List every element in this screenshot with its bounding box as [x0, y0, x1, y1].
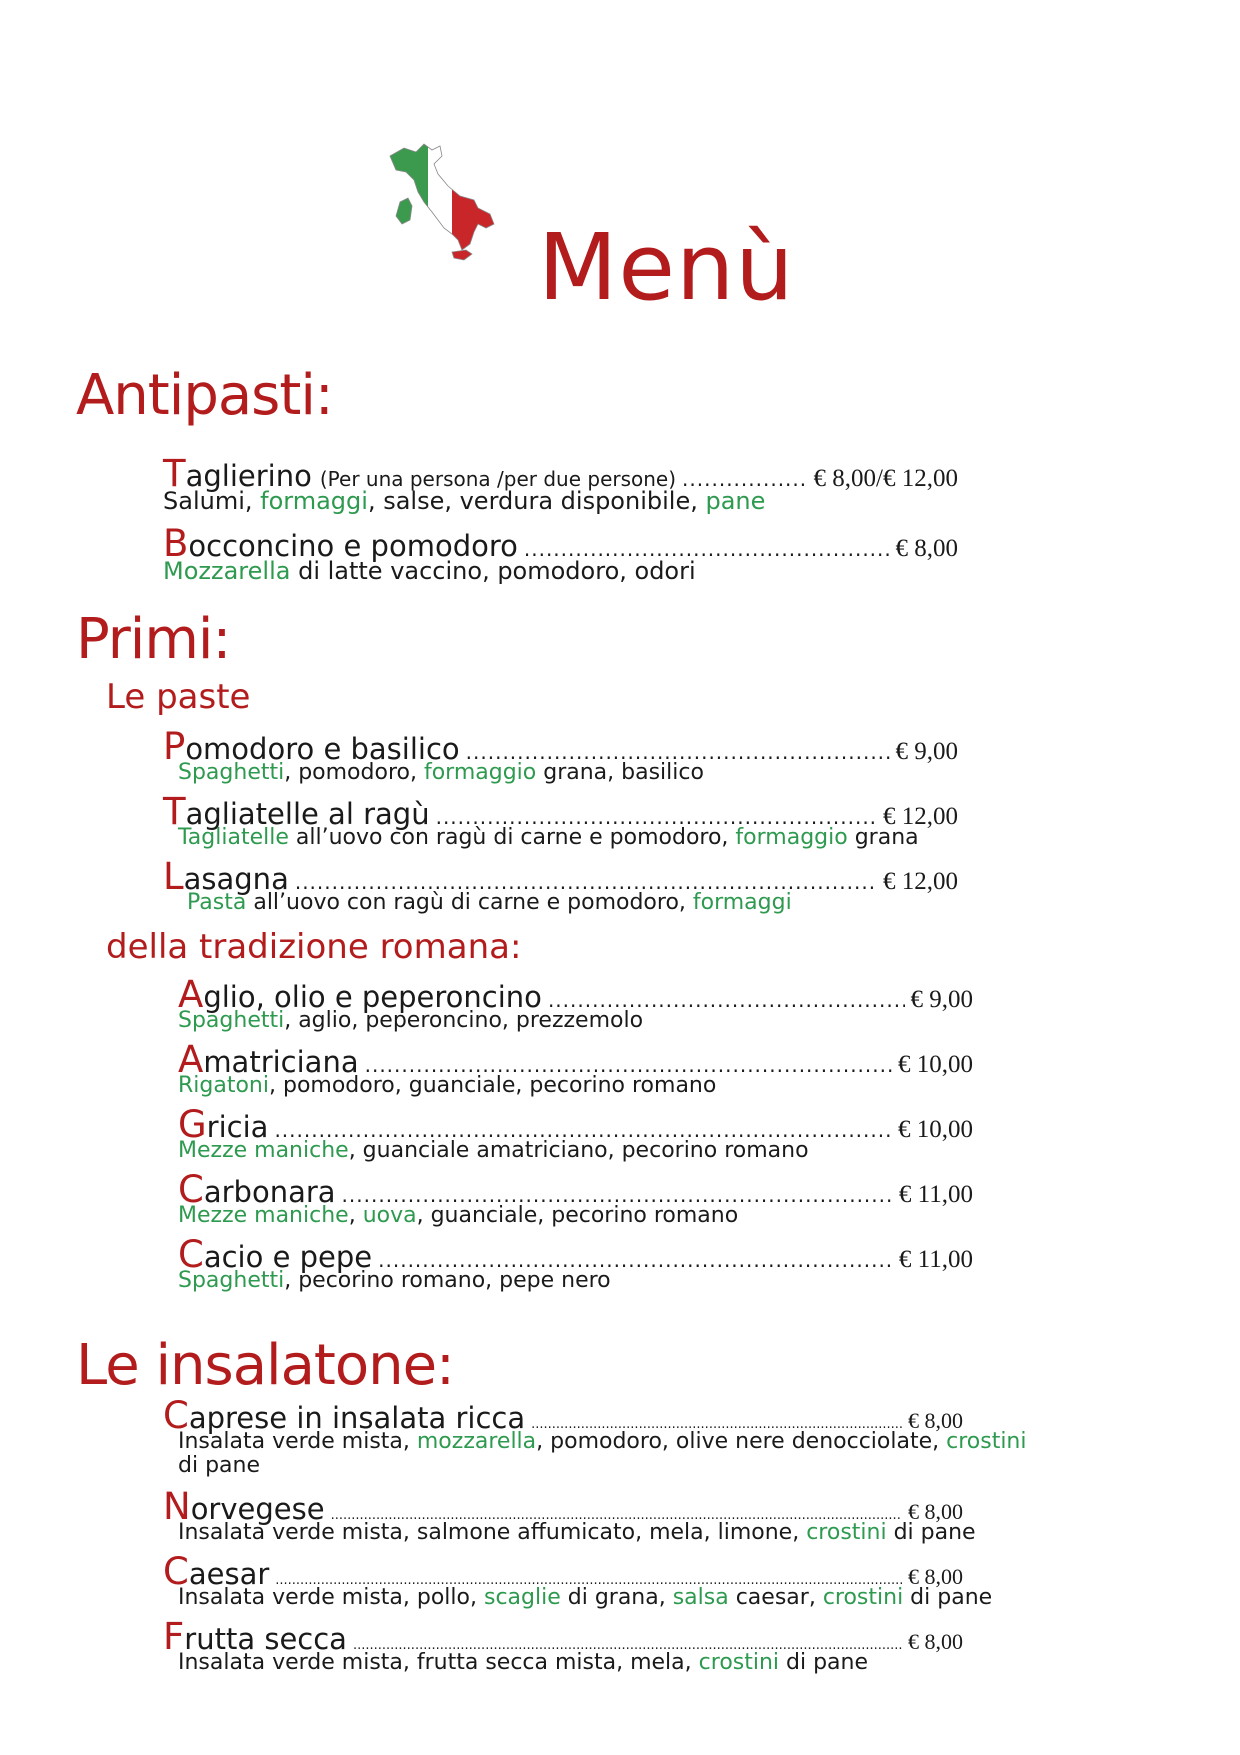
- item-name: Lasagna: [163, 855, 289, 898]
- menu-item: [163, 790, 958, 850]
- item-description: Pasta all’uovo con ragù di carne e pomodoro, formaggi: [187, 890, 792, 915]
- item-name: Caesar: [163, 1550, 270, 1593]
- subsection-heading-paste: Le paste: [106, 677, 251, 717]
- item-name: Pomodoro e basilico: [163, 725, 460, 768]
- item-price: € 10,00: [898, 1051, 973, 1078]
- menu-title: Menù: [538, 214, 795, 321]
- item-name: Gricia: [178, 1103, 269, 1146]
- item-price: € 11,00: [898, 1181, 973, 1208]
- item-price: € 9,00: [910, 986, 973, 1013]
- item-price: € 8,00: [908, 1564, 963, 1589]
- subsection-heading-romana: della tradizione romana:: [106, 927, 522, 967]
- item-description: Salumi, formaggi, salse, verdura disponibile, pane: [163, 487, 766, 515]
- item-description-continued: di pane: [178, 1453, 260, 1479]
- menu-item: [163, 725, 958, 785]
- item-name: Taglierino: [163, 452, 312, 495]
- section-heading-antipasti: Antipasti:: [76, 363, 333, 428]
- item-description: Mezze maniche, uova, guanciale, pecorino romano: [178, 1203, 739, 1228]
- item-name: Amatriciana: [178, 1038, 359, 1081]
- menu-item: [163, 1615, 963, 1675]
- menu-item: [163, 522, 958, 584]
- item-price: € 10,00: [898, 1116, 973, 1143]
- item-price: € 12,00: [883, 803, 958, 830]
- item-name: Caprese in insalata ricca: [163, 1394, 526, 1437]
- item-price: € 8,00: [908, 1499, 963, 1524]
- item-description: Mozzarella di latte vaccino, pomodoro, odori: [163, 557, 696, 585]
- menu-item: [163, 1550, 993, 1610]
- menu-item: [163, 452, 958, 514]
- item-description: Spaghetti, pomodoro, formaggio grana, basilico: [178, 760, 704, 785]
- item-description: Spaghetti, aglio, peperoncino, prezzemolo: [178, 1008, 644, 1033]
- item-price: € 11,00: [898, 1246, 973, 1273]
- menu-item: [178, 1233, 973, 1293]
- item-name: Tagliatelle al ragù: [163, 790, 430, 833]
- item-name: Cacio e pepe: [178, 1233, 373, 1276]
- item-price: € 8,00: [908, 1629, 963, 1654]
- menu-item: [163, 1394, 1027, 1479]
- section-heading-insalatone: Le insalatone:: [76, 1333, 454, 1398]
- item-description: Spaghetti, pecorino romano, pepe nero: [178, 1268, 611, 1293]
- item-description: Insalata verde mista, salmone affumicato, mela, limone, crostini di pane: [178, 1520, 976, 1545]
- item-name: Norvegese: [163, 1485, 325, 1528]
- item-price: € 8,00/€ 12,00: [813, 465, 958, 492]
- menu-item: [163, 1485, 976, 1545]
- item-description: Rigatoni, pomodoro, guanciale, pecorino romano: [178, 1073, 717, 1098]
- item-description: Tagliatelle all’uovo con ragù di carne e pomodoro, formaggio grana: [178, 825, 919, 850]
- item-name: Bocconcino e pomodoro: [163, 522, 518, 565]
- menu-item: [163, 855, 958, 915]
- item-name: Aglio, olio e peperoncino: [178, 973, 542, 1016]
- item-name: Carbonara: [178, 1168, 336, 1211]
- item-price: € 8,00: [908, 1408, 963, 1433]
- item-price: € 12,00: [883, 868, 958, 895]
- menu-item: [178, 1168, 973, 1228]
- menu-item: [178, 973, 973, 1033]
- item-name: Frutta secca: [163, 1615, 347, 1658]
- item-description: Insalata verde mista, mozzarella, pomodoro, olive nere denocciolate, crostini: [178, 1429, 1027, 1454]
- item-note: (Per una persona /per due persone): [319, 467, 677, 491]
- menu-item: [178, 1103, 973, 1163]
- item-price: € 9,00: [895, 738, 958, 765]
- item-description: Insalata verde mista, frutta secca mista, mela, crostini di pane: [178, 1650, 869, 1675]
- menu-item: [178, 1038, 973, 1098]
- italy-flag-map-icon: [382, 140, 512, 270]
- item-description: Mezze maniche, guanciale amatriciano, pecorino romano: [178, 1138, 809, 1163]
- section-heading-primi: Primi:: [76, 607, 231, 672]
- item-price: € 8,00: [895, 535, 958, 562]
- item-description: Insalata verde mista, pollo, scaglie di grana, salsa caesar, crostini di pane: [178, 1585, 993, 1610]
